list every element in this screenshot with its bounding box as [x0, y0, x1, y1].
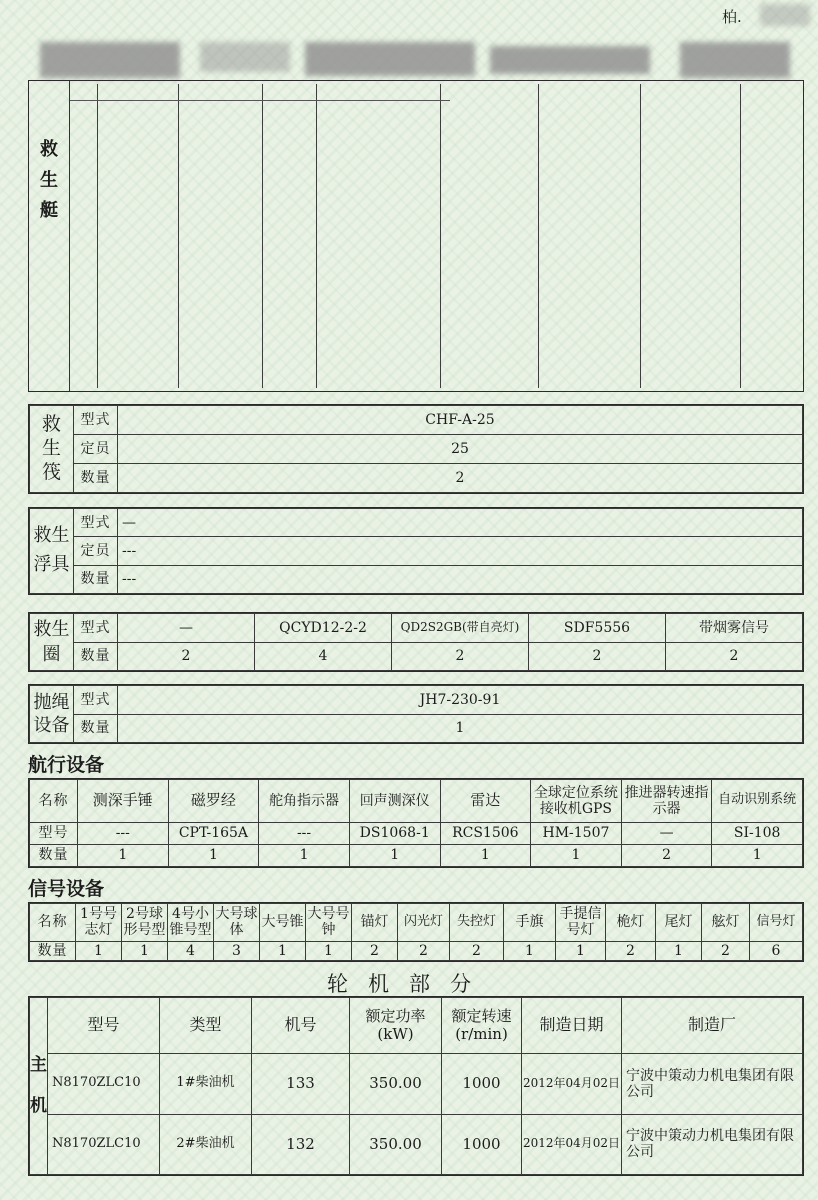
- line-throwing-type-label: 型式: [74, 686, 118, 715]
- liferaft-qty-label: 数量: [74, 463, 118, 492]
- signal-qty-3: 4: [168, 941, 214, 960]
- signal-table: [28, 902, 804, 962]
- engine-1-speed: 1000: [442, 1054, 522, 1115]
- engine-header-speed: 额定转速(r/min): [442, 998, 522, 1054]
- navigation-name-1: 测深手锤: [78, 780, 169, 823]
- liferaft-label: 救 生 筏: [41, 413, 61, 483]
- navigation-name-5: 雷达: [440, 780, 531, 823]
- lifebuoy-type-5: 带烟雾信号: [666, 614, 803, 643]
- signal-name-6: 大号号钟: [306, 904, 352, 942]
- liferaft-capacity-value: 25: [118, 434, 803, 463]
- signal-name-7: 锚灯: [352, 904, 398, 942]
- lifeboat-section: [28, 80, 804, 392]
- lifebuoy-qty-4: 2: [529, 642, 666, 671]
- navigation-model-8: SI-108: [712, 822, 803, 844]
- signal-qty-5: 1: [260, 941, 306, 960]
- navigation-qty-4: 1: [349, 844, 440, 866]
- engine-2-type: 2#柴油机: [160, 1114, 252, 1175]
- navigation-model-1: ---: [78, 822, 169, 844]
- engine-1-manufacturer: 宁波中策动力机电集团有限公司: [622, 1054, 803, 1115]
- signal-qty-15: 6: [750, 941, 803, 960]
- engine-1-type: 1#柴油机: [160, 1054, 252, 1115]
- signal-name-12: 桅灯: [606, 904, 656, 942]
- main-engine-label: 主 机: [30, 1055, 47, 1117]
- engine-1-model: N8170ZLC10: [48, 1054, 160, 1115]
- main-engine-label-cell: [30, 998, 48, 1175]
- lifebuoy-type-label: 型式: [74, 614, 118, 643]
- signal-qty-4: 3: [214, 941, 260, 960]
- navigation-model-3: ---: [259, 822, 350, 844]
- navigation-model-4: DS1068-1: [349, 822, 440, 844]
- navigation-name-4: 回声测深仪: [349, 780, 440, 823]
- main-engine-table: [28, 996, 804, 1176]
- signal-qty-14: 2: [702, 941, 750, 960]
- engine-2-power: 350.00: [350, 1114, 442, 1175]
- navigation-name-2: 磁罗经: [168, 780, 259, 823]
- signal-name-13: 尾灯: [656, 904, 702, 942]
- lifebuoy-qty-2: 4: [255, 642, 392, 671]
- signal-name-3: 4号小锥号型: [168, 904, 214, 942]
- signal-heading: 信号设备: [28, 878, 105, 900]
- redacted-header: [680, 42, 790, 78]
- liferaft-type-value: CHF-A-25: [118, 406, 803, 435]
- engine-header-engine-no: 机号: [252, 998, 350, 1054]
- engine-header-date: 制造日期: [522, 998, 622, 1054]
- engine-2-number: 132: [252, 1114, 350, 1175]
- lifebuoy-label: 救生 圈: [33, 618, 70, 665]
- navigation-model-6: HM-1507: [531, 822, 622, 844]
- navigation-table: [28, 778, 804, 868]
- engine-header-type: 类型: [160, 998, 252, 1054]
- signal-name-2: 2号球形号型: [122, 904, 168, 942]
- buoyant-type-label: 型式: [74, 509, 118, 537]
- lifebuoy-type-2: QCYD12-2-2: [255, 614, 392, 643]
- signal-qty-2: 1: [122, 941, 168, 960]
- buoyant-qty-value: ---: [118, 565, 803, 593]
- navigation-name-label: 名称: [30, 780, 78, 823]
- navigation-name-3: 舵角指示器: [259, 780, 350, 823]
- engine-section-title: 轮机部分: [327, 972, 491, 996]
- line-throwing-label: 抛绳 设备: [33, 691, 70, 736]
- signal-qty-13: 1: [656, 941, 702, 960]
- navigation-qty-2: 1: [168, 844, 259, 866]
- engine-2-model: N8170ZLC10: [48, 1114, 160, 1175]
- liferaft-capacity-label: 定员: [74, 434, 118, 463]
- signal-qty-label: 数量: [30, 941, 76, 960]
- liferaft-section: [28, 404, 804, 494]
- liferaft-qty-value: 2: [118, 463, 803, 492]
- signal-name-15: 信号灯: [750, 904, 803, 942]
- buoyant-section: [28, 507, 804, 595]
- buoyant-label: 救生 浮具: [33, 525, 70, 575]
- buoyant-type-value: —: [118, 509, 803, 537]
- redacted-header: [40, 42, 180, 78]
- signal-qty-7: 2: [352, 941, 398, 960]
- signal-qty-10: 1: [504, 941, 556, 960]
- navigation-qty-label: 数量: [30, 844, 78, 866]
- navigation-qty-6: 1: [531, 844, 622, 866]
- buoyant-qty-label: 数量: [74, 565, 118, 593]
- engine-2-speed: 1000: [442, 1114, 522, 1175]
- lifebuoy-type-3: QD2S2GB(带自亮灯): [392, 614, 529, 643]
- signal-name-10: 手旗: [504, 904, 556, 942]
- engine-header-model: 型号: [48, 998, 160, 1054]
- lifebuoy-section: [28, 612, 804, 672]
- signal-qty-9: 2: [450, 941, 504, 960]
- line-throwing-label-cell: [30, 686, 74, 743]
- engine-1-power: 350.00: [350, 1054, 442, 1115]
- navigation-qty-1: 1: [78, 844, 169, 866]
- signal-qty-1: 1: [76, 941, 122, 960]
- navigation-qty-3: 1: [259, 844, 350, 866]
- line-throwing-qty-label: 数量: [74, 714, 118, 743]
- lifebuoy-label-cell: [30, 614, 74, 671]
- navigation-qty-5: 1: [440, 844, 531, 866]
- line-throwing-section: [28, 684, 804, 744]
- signal-qty-6: 1: [306, 941, 352, 960]
- lifebuoy-qty-1: 2: [118, 642, 255, 671]
- lifebuoy-qty-5: 2: [666, 642, 803, 671]
- signal-name-5: 大号锥: [260, 904, 306, 942]
- signal-name-9: 失控灯: [450, 904, 504, 942]
- lifebuoy-qty-label: 数量: [74, 642, 118, 671]
- redacted-corner: [760, 4, 810, 26]
- liferaft-label-cell: [30, 406, 74, 493]
- navigation-heading: 航行设备: [28, 754, 105, 776]
- engine-1-date: 2012年04月02日: [522, 1054, 622, 1115]
- lifeboat-label-cell: [29, 81, 70, 391]
- navigation-name-8: 自动识别系统: [712, 780, 803, 823]
- liferaft-type-label: 型式: [74, 406, 118, 435]
- lifebuoy-type-1: —: [118, 614, 255, 643]
- signal-name-4: 大号球体: [214, 904, 260, 942]
- buoyant-capacity-value: ---: [118, 537, 803, 565]
- lifebuoy-type-4: SDF5556: [529, 614, 666, 643]
- engine-header-manufacturer: 制造厂: [622, 998, 803, 1054]
- lifebuoy-qty-3: 2: [392, 642, 529, 671]
- navigation-name-7: 推进器转速指示器: [621, 780, 712, 823]
- navigation-model-5: RCS1506: [440, 822, 531, 844]
- engine-2-manufacturer: 宁波中策动力机电集团有限公司: [622, 1114, 803, 1175]
- engine-2-date: 2012年04月02日: [522, 1114, 622, 1175]
- signal-qty-12: 2: [606, 941, 656, 960]
- signal-qty-11: 1: [556, 941, 606, 960]
- navigation-qty-8: 1: [712, 844, 803, 866]
- line-throwing-type-value: JH7-230-91: [118, 686, 803, 715]
- corner-mark: 柏.: [722, 8, 742, 26]
- buoyant-label-cell: [30, 509, 74, 594]
- navigation-name-6: 全球定位系统接收机GPS: [531, 780, 622, 823]
- signal-name-11: 手提信号灯: [556, 904, 606, 942]
- buoyant-capacity-label: 定员: [74, 537, 118, 565]
- signal-name-1: 1号号志灯: [76, 904, 122, 942]
- engine-header-power: 额定功率(kW): [350, 998, 442, 1054]
- redacted-header: [305, 42, 475, 76]
- navigation-model-7: —: [621, 822, 712, 844]
- redacted-header: [490, 46, 650, 74]
- lifeboat-label: 救 生 艇: [40, 139, 58, 222]
- signal-name-8: 闪光灯: [398, 904, 450, 942]
- signal-name-14: 舷灯: [702, 904, 750, 942]
- redacted-header: [200, 42, 290, 72]
- engine-1-number: 133: [252, 1054, 350, 1115]
- navigation-model-label: 型号: [30, 822, 78, 844]
- signal-qty-8: 2: [398, 941, 450, 960]
- navigation-qty-7: 2: [621, 844, 712, 866]
- navigation-model-2: CPT-165A: [168, 822, 259, 844]
- signal-name-label: 名称: [30, 904, 76, 942]
- line-throwing-qty-value: 1: [118, 714, 803, 743]
